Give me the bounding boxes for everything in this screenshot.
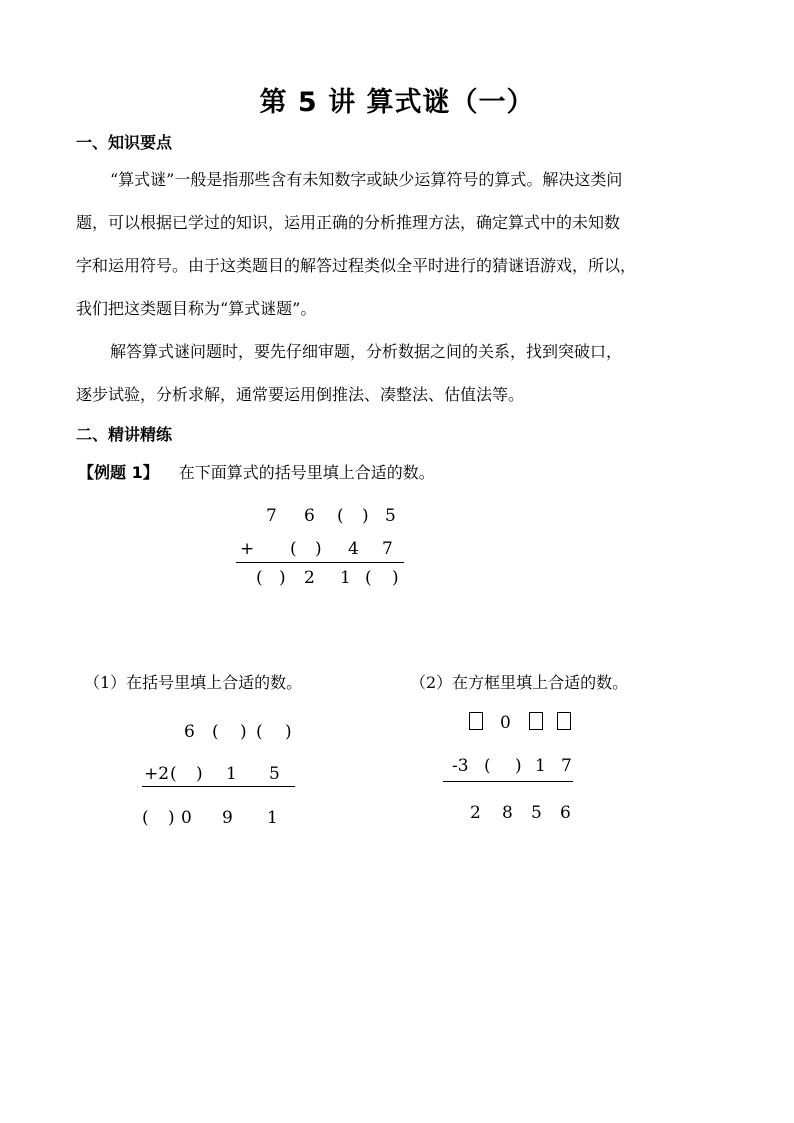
paren-open: (	[290, 539, 297, 559]
page-title: 第 5 讲 算式谜（一）	[259, 87, 535, 118]
blank-box	[529, 712, 543, 730]
paren-open: (	[256, 568, 263, 588]
digit: 6	[184, 722, 195, 742]
paren-open: (	[212, 722, 219, 742]
paren-close: )	[392, 568, 399, 588]
example-tag: 【例题 1】	[78, 463, 159, 482]
digit: 6	[304, 506, 315, 526]
digit: 2	[470, 803, 481, 823]
paren-close: )	[168, 808, 175, 828]
digit: 1	[340, 568, 351, 588]
section-heading-practice: 二、精讲精练	[76, 425, 173, 444]
paragraph-method	[76, 330, 726, 416]
digit: 1	[267, 808, 278, 828]
paren-open: (	[484, 756, 491, 776]
paren-close: )	[240, 722, 247, 742]
paren-open: (	[142, 808, 149, 828]
paragraph-line: “算式谜”一般是指那些含有未知数字或缺少运算符号的算式。解决这类问	[110, 170, 623, 189]
digit: 5	[385, 506, 396, 526]
paragraph-line: 解答算式谜问题时，要先仔细审题，分析数据之间的关系，找到突破口，	[110, 342, 623, 361]
blank-box	[557, 712, 571, 730]
plus-sign: +	[240, 539, 255, 559]
blank-box	[469, 712, 483, 730]
paren-close: )	[285, 722, 292, 742]
paren-open: (	[337, 506, 344, 526]
digit: 1	[226, 764, 237, 784]
example-1	[78, 460, 435, 483]
digit: 9	[222, 808, 233, 828]
digit: 7	[266, 506, 277, 526]
digit: 0	[181, 808, 192, 828]
difference-line	[443, 781, 573, 782]
paragraph-definition	[76, 158, 726, 330]
sum-line	[142, 786, 295, 787]
paren-close: )	[279, 568, 286, 588]
paren-close: )	[362, 506, 369, 526]
digit: 8	[502, 803, 513, 823]
paren-close: )	[515, 756, 522, 776]
paragraph-line: 我们把这类题目称为“算式谜题”。	[76, 299, 317, 318]
paren-open: (	[365, 568, 372, 588]
sum-line	[236, 562, 404, 563]
paren-open: (	[256, 722, 263, 742]
digit: 5	[531, 803, 542, 823]
sub-problem-2-label: （2）在方框里填上合适的数。	[410, 673, 629, 692]
paren-close: )	[196, 764, 203, 784]
digit: 7	[561, 756, 572, 776]
digit: 0	[500, 713, 511, 733]
paragraph-line: 字和运用符号。由于这类题目的解答过程类似全平时进行的猜谜语游戏，所以，	[76, 256, 637, 275]
digit: 7	[382, 539, 393, 559]
minus-three: -3	[452, 756, 469, 776]
paragraph-line: 题，可以根据已学过的知识，运用正确的分析推理方法，确定算式中的未知数	[76, 213, 621, 232]
plus-two: +2	[144, 764, 170, 784]
digit: 5	[269, 764, 280, 784]
paragraph-line: 逐步试验，分析求解，通常要运用倒推法、凑整法、估值法等。	[76, 385, 525, 404]
digit: 1	[535, 756, 546, 776]
digit: 4	[348, 539, 359, 559]
digit: 6	[560, 803, 571, 823]
section-heading-knowledge: 一、知识要点	[76, 133, 173, 152]
paren-open: (	[170, 764, 177, 784]
digit: 2	[304, 568, 315, 588]
paren-close: )	[315, 539, 322, 559]
sub-problem-1-label: （1）在括号里填上合适的数。	[84, 673, 303, 692]
example-text: 在下面算式的括号里填上合适的数。	[178, 463, 435, 482]
